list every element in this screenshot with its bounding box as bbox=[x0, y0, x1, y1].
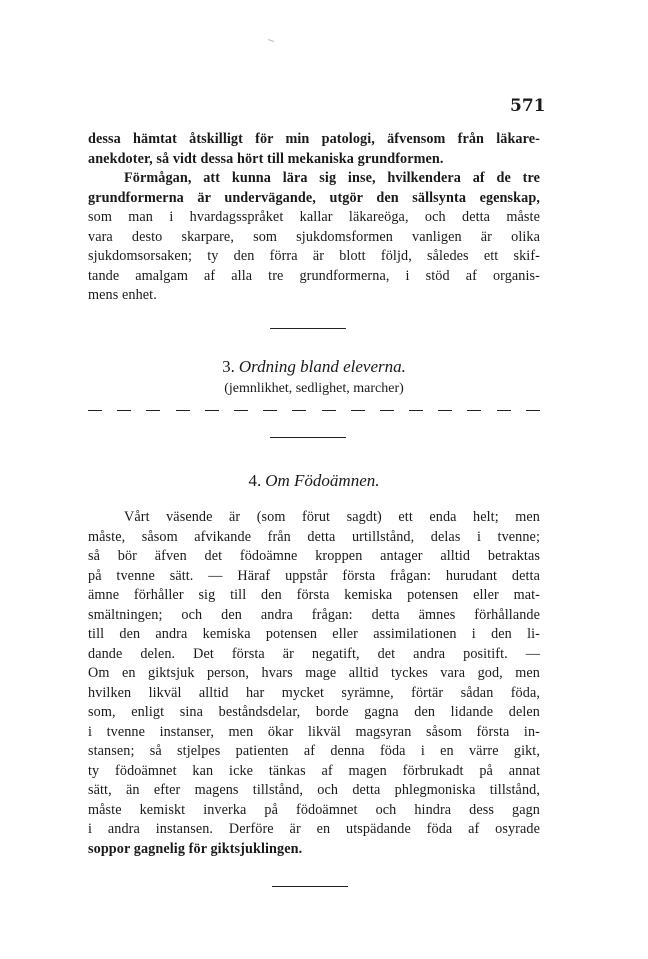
dash bbox=[146, 410, 160, 411]
text-line: hvilken likväl alltid har mycket syrämne, förtär sådan föda, bbox=[88, 684, 540, 701]
text-line: ämne förhåller sig till den första kemiska potensen eller mat- bbox=[88, 587, 540, 603]
section-3-number: 3. bbox=[222, 357, 235, 376]
page-number: 571 bbox=[510, 96, 546, 116]
dash bbox=[497, 410, 511, 411]
dash bbox=[234, 410, 248, 411]
text-line: vara desto skarpare, som sjukdomsformen vanligen är olika bbox=[88, 228, 540, 245]
text-line: dande delen. Det första är negatift, det andra positift. — bbox=[88, 645, 540, 662]
text-line: stansen; så stjelpes patienten af denna föda i en värre gikt, bbox=[88, 743, 540, 759]
text-line: Om en giktsjuk person, hvars mage alltid tyckes vara god, men bbox=[88, 665, 540, 681]
dash bbox=[380, 410, 394, 411]
text-line: måste, såsom afvikande från detta urtillstånd, delas i tvenne; bbox=[88, 528, 540, 545]
section-4-title: Om Födoämnen. bbox=[265, 471, 380, 490]
text-line: tande amalgam af alla tre grundformerna, i stöd af organis- bbox=[88, 267, 540, 284]
text-line: i tvenne instanser, men ökar likväl magsyran såsom första in- bbox=[88, 723, 540, 740]
section-3-heading bbox=[88, 357, 540, 377]
dash bbox=[409, 410, 423, 411]
text-line: sätt, än efter magens tillstånd, och detta phlegmoniska tillstånd, bbox=[88, 782, 540, 798]
dash bbox=[205, 410, 219, 411]
paragraph-formagan bbox=[88, 169, 540, 306]
text-line: i andra instansen. Derföre är en utspädande föda af osyrade bbox=[88, 821, 540, 837]
text-line: smältningen; och den andra frågan: detta ämnes förhållande bbox=[88, 606, 540, 623]
dash bbox=[322, 410, 336, 411]
dash bbox=[176, 410, 190, 411]
paragraph-continuation bbox=[88, 130, 540, 169]
section-4-number: 4. bbox=[248, 471, 262, 490]
section-divider bbox=[272, 886, 348, 887]
text-line: ty födoämnet kan icke tänkas af magen förbrukadt på annat bbox=[88, 762, 540, 779]
text-line: som, enligt sina beståndsdelar, borde gagna den lidande delen bbox=[88, 704, 540, 720]
text-line: soppor gagnelig för giktsjuklingen. bbox=[88, 840, 303, 857]
dash bbox=[117, 410, 131, 411]
dash bbox=[351, 410, 365, 411]
text-line: anekdoter, så vidt dessa hört till mekaniska grundformen. bbox=[88, 150, 444, 167]
text-line: som man i hvardagsspråket kallar läkareöga, och detta måste bbox=[88, 209, 540, 225]
section-divider bbox=[270, 437, 346, 438]
dash bbox=[467, 410, 481, 411]
paragraph-vart-vasende bbox=[88, 508, 540, 859]
text-line: sjukdomsorsaken; ty den förra är blott följd, således ett skif- bbox=[88, 248, 540, 264]
omission-dashes bbox=[88, 410, 540, 411]
text-line: Förmågan, att kunna lära sig inse, hvilkendera af de tre bbox=[124, 170, 540, 186]
section-3-subtitle: (jemnlikhet, sedlighet, marcher) bbox=[224, 381, 404, 396]
text-line: dessa hämtat åtskilligt för min patologi, äfvensom från läkare- bbox=[88, 131, 540, 147]
text-line: Vårt väsende är (som förut sagdt) ett enda helt; men bbox=[124, 509, 540, 525]
dash bbox=[263, 410, 277, 411]
dash bbox=[526, 410, 540, 411]
dash bbox=[292, 410, 306, 411]
section-4-heading bbox=[88, 471, 540, 491]
section-3-title: Ordning bland eleverna. bbox=[238, 357, 406, 376]
page-mark bbox=[268, 39, 274, 42]
text-line: mens enhet. bbox=[88, 287, 157, 303]
text-line: på tvenne sätt. — Häraf uppstår första frågan: hurudant detta bbox=[88, 567, 540, 584]
text-line: till den andra kemiska potensen eller assimilationen i den li- bbox=[88, 626, 540, 642]
section-divider bbox=[270, 328, 346, 329]
text-line: måste kemiskt inverka på födoämnet och hindra dess gagn bbox=[88, 801, 540, 818]
text-line: så bör äfven det födoämne kroppen antager alltid betraktas bbox=[88, 548, 540, 564]
dash bbox=[88, 410, 102, 411]
dash bbox=[438, 410, 452, 411]
text-line: grundformerna är undervägande, utgör den sällsynta egenskap, bbox=[88, 189, 540, 206]
